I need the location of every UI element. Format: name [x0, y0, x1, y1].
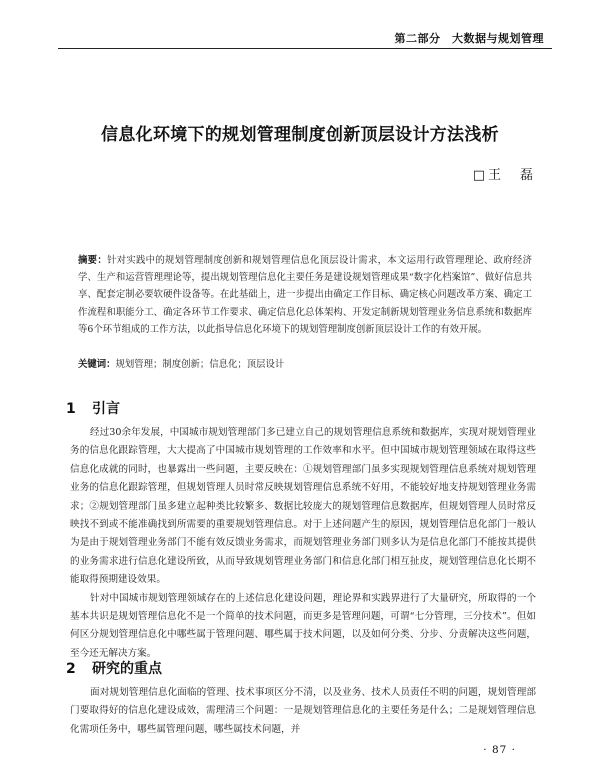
abstract-label: 摘要：: [78, 255, 107, 266]
section-heading-focus: [66, 658, 162, 678]
section-body-intro: [70, 424, 536, 663]
section-title: 引言: [92, 401, 120, 417]
paper-title: 信息化环境下的规划管理制度创新顶层设计方法浅析: [101, 125, 499, 145]
section-body-focus: [70, 684, 536, 739]
paragraph: 针对中国城市规划管理领域存在的上述信息化建设问题，理论界和实践界进行了大量研究，所取得的一个基本共识是规划管理信息化不是一个简单的技术问题，而更多是管理问题，可谓“七分管理，三分技术”。但如何区分规划管理信息化中哪些属于管理问题、哪些属于技术问题，以及如何分类、分步、分责解决这些问题，至今还无解决方案。: [70, 592, 536, 659]
section-title: 研究的重点: [92, 661, 162, 677]
section-heading-intro: [66, 398, 120, 418]
page-number: · 87 ·: [483, 744, 516, 756]
running-header: [58, 28, 552, 49]
abstract-text: 针对实践中的规划管理制度创新和规划管理信息化顶层设计需求，本文运用行政管理理论、政府经济学、生产和运营管理理论等，提出规划管理信息化主要任务是建设规划管理成果“数字化档案馆”、做好信息共享、配套定制必要软硬件设备等。在此基础上，进一步提出由确定工作目标、确定核心问题改革方案、确定工作流程和职能分工、确定各环节工作要求、确定信息化总体架构、开发定制新规划管理业务信息系统和数据库等6个环节组成的工作方法，以此指导信息化环境下的规划管理制度创新顶层设计工作的有效开展。: [78, 255, 532, 335]
keywords-text: 规划管理；制度创新；信息化；顶层设计: [115, 359, 285, 370]
abstract-block: [78, 252, 532, 338]
author-name: □王 磊: [472, 168, 536, 183]
keywords-label: 关键词：: [78, 359, 116, 370]
header-section-title: 第二部分 大数据与规划管理: [394, 32, 544, 45]
section-number: 2: [66, 661, 76, 677]
keywords-block: [78, 356, 532, 373]
paragraph: 经过30余年发展，中国城市规划管理部门多已建立自己的规划管理信息系统和数据库，实现对规划管理业务的信息化跟踪管理，大大提高了中国城市规划管理的工作效率和水平。但中国城市规划管理领域在取得这些信息化成就的同时，也暴露出一些问题，主要反映在：①规划管理部门虽多实现规划管理信息系统对规划管理业务的信息化跟踪管理，但规划管理人员时常反映规划管理信息系统不好用，不能较好地支持规划管理业务需求；②规划管理部门虽多建立起种类比较繁多、数据比较庞大的规划管理信息数据库，但规划管理人员时常反映找不到或不能准确找到所需要的重要规划管理信息。对于上述问题产生的原因，规划管理信息化部门一般认为是由于规划管理业务部门不能有效反馈业务需求，而规划管理业务部门则多认为是信息化部门不能按其提供的业务需求进行信息化建设所致，从而导致规划管理业务部门和信息化部门相互扯皮，规划管理信息化长期不能取得预期建设效果。: [70, 427, 536, 586]
section-number: 1: [66, 401, 76, 417]
paragraph: 面对规划管理信息化面临的管理、技术事项区分不清，以及业务、技术人员责任不明的问题，规划管理部门要取得好的信息化建设成效，需理清三个问题：一是规划管理信息化的主要任务是什么；二是规划管理信息化需项任务中，哪些属管理问题，哪些属技术问题，并: [70, 687, 536, 735]
